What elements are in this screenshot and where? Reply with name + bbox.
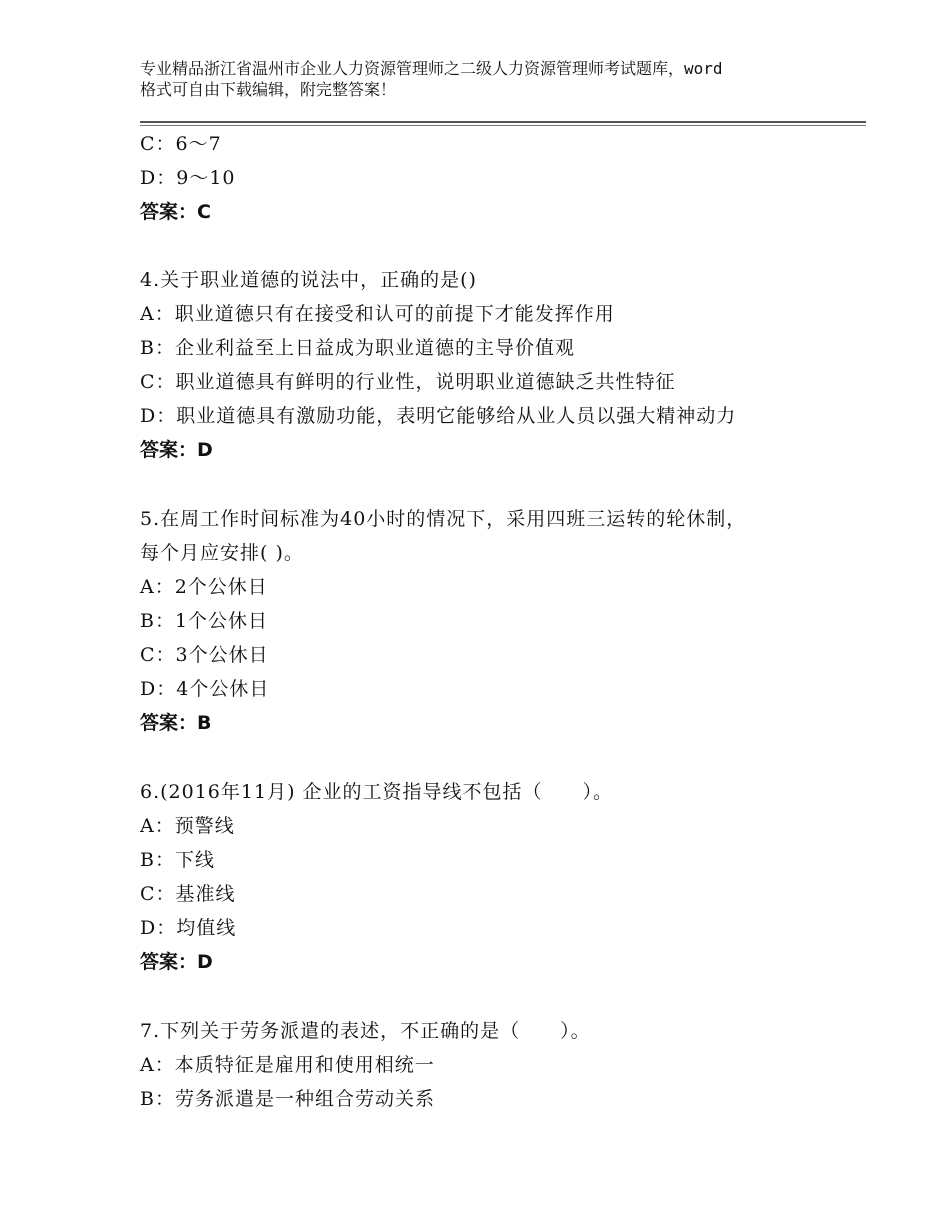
document-header — [140, 58, 840, 100]
q7-option-a: A：本质特征是雇用和使用相统一 — [140, 1054, 435, 1076]
q5-option-a: A：2个公休日 — [140, 576, 268, 598]
header-title-line-1: 专业精品浙江省温州市企业人力资源管理师之二级人力资源管理师考试题库，word — [140, 59, 723, 78]
q6-option-c: C：基准线 — [140, 883, 236, 905]
q7-option-b: B：劳务派遣是一种组合劳动关系 — [140, 1088, 435, 1110]
q4-option-b: B：企业利益至上日益成为职业道德的主导价值观 — [140, 337, 575, 359]
q4-option-a: A：职业道德只有在接受和认可的前提下才能发挥作用 — [140, 303, 615, 325]
q6-option-d: D：均值线 — [140, 917, 237, 939]
header-title-line-2: 格式可自由下载编辑，附完整答案！ — [140, 80, 397, 99]
q4-option-c: C：职业道德具有鲜明的行业性，说明职业道德缺乏共性特征 — [140, 371, 676, 393]
q3-option-c: C：6～7 — [140, 133, 222, 155]
header-divider-thick — [140, 121, 866, 123]
q5-stem-line-2: 每个月应安排( )。 — [140, 542, 304, 564]
q5-answer: 答案：B — [140, 712, 212, 734]
q7-stem: 7.下列关于劳务派遣的表述，不正确的是（ ）。 — [140, 1020, 591, 1042]
q5-option-d: D：4个公休日 — [140, 678, 270, 700]
q3-option-d: D：9～10 — [140, 167, 236, 189]
header-divider-thin — [140, 125, 866, 126]
q6-answer: 答案：D — [140, 951, 213, 973]
q4-stem: 4.关于职业道德的说法中，正确的是() — [140, 269, 477, 291]
q6-stem: 6.(2016年11月) 企业的工资指导线不包括（ ）。 — [140, 781, 614, 803]
q5-option-b: B：1个公休日 — [140, 610, 269, 632]
q3-answer: 答案：C — [140, 201, 211, 223]
q6-option-a: A：预警线 — [140, 815, 235, 837]
q4-answer: 答案：D — [140, 439, 213, 461]
q4-option-d: D：职业道德具有激励功能，表明它能够给从业人员以强大精神动力 — [140, 405, 737, 427]
q5-stem-line-1: 5.在周工作时间标准为40小时的情况下，采用四班三运转的轮休制， — [140, 508, 747, 530]
q6-option-b: B：下线 — [140, 849, 215, 871]
q5-option-c: C：3个公休日 — [140, 644, 269, 666]
